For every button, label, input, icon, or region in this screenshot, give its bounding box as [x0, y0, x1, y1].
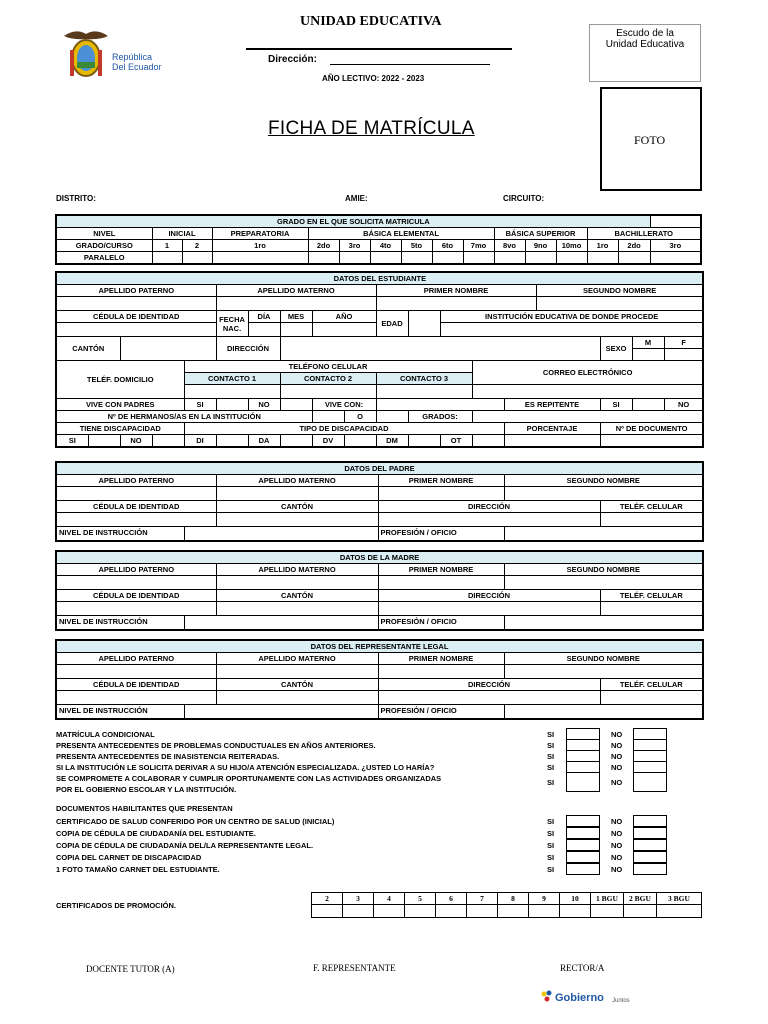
no-label: NO — [611, 829, 623, 838]
paralelo-cell[interactable] — [152, 252, 182, 265]
no-checkbox[interactable] — [633, 839, 667, 851]
madre-apellido-paterno-field[interactable] — [56, 576, 216, 590]
question-text: POR EL GOBIERNO ESCOLAR Y LA INSTITUCIÓN. — [56, 785, 237, 794]
primer-nombre-field[interactable] — [376, 297, 536, 311]
padre-primer-nombre-label: PRIMER NOMBRE — [378, 475, 504, 487]
rep-canton-label: CANTÓN — [216, 679, 378, 691]
discapacidad-label: TIENE DISCAPACIDAD — [56, 423, 184, 435]
promotion-cell[interactable] — [529, 905, 560, 918]
correo-field[interactable] — [472, 385, 703, 399]
document-item: CERTIFICADO DE SALUD CONFERIDO POR UN CENTRO DE SALUD (INICIAL) — [56, 817, 335, 826]
promotion-cell[interactable] — [560, 905, 591, 918]
rep-canton-field[interactable] — [216, 691, 378, 705]
madre-cedula-field[interactable] — [56, 602, 216, 616]
promotion-grade: 3 BGU — [657, 893, 702, 905]
distrito-label: DISTRITO: — [56, 194, 96, 203]
apellido-paterno-label: APELLIDO PATERNO — [56, 285, 216, 297]
apellido-paterno-field[interactable] — [56, 297, 216, 311]
rep-profesion-label: PROFESIÓN / OFICIO — [378, 705, 504, 719]
direccion-label: Dirección: — [268, 54, 317, 65]
tipo-discapacidad-label: TIPO DE DISCAPACIDAD — [184, 423, 504, 435]
signature-rector: RECTOR/A — [560, 963, 605, 973]
gobierno-text: Gobierno — [555, 992, 604, 1004]
level-basica-superior: BÁSICA SUPERIOR — [494, 228, 587, 240]
photo-box — [600, 87, 702, 191]
grade-cell[interactable]: 1ro — [212, 240, 308, 252]
paralelo-cell[interactable] — [182, 252, 212, 265]
si-label: SI — [547, 730, 555, 739]
grade-cell[interactable]: 3ro — [339, 240, 370, 252]
si-checkbox[interactable] — [566, 863, 600, 875]
ecuador-logo — [60, 26, 170, 82]
paralelo-cell[interactable] — [463, 252, 494, 265]
rep-nivel-label: NIVEL DE INSTRUCCIÓN — [56, 705, 184, 719]
paralelo-cell[interactable] — [370, 252, 401, 265]
promotion-grade: 2 — [312, 893, 343, 905]
madre-direccion-label: DIRECCIÓN — [378, 590, 600, 602]
level-preparatoria: PREPARATORIA — [212, 228, 308, 240]
paralelo-cell[interactable] — [212, 252, 308, 265]
gobierno-logo — [540, 989, 640, 1009]
o-field[interactable] — [376, 411, 408, 423]
padre-direccion-label: DIRECCIÓN — [378, 501, 600, 513]
direccion-field[interactable] — [280, 337, 600, 361]
no-label: NO — [611, 865, 623, 874]
padre-direccion-field[interactable] — [378, 513, 600, 527]
disc-si-field[interactable] — [88, 435, 120, 448]
vive-no-field[interactable] — [280, 399, 312, 411]
rep-celular-field[interactable] — [600, 691, 703, 705]
question-text: PRESENTA ANTECEDENTES DE PROBLEMAS CONDUCTUALES EN AÑOS ANTERIORES. — [56, 741, 376, 750]
promotion-cell[interactable] — [657, 905, 702, 918]
cedula-label: CÉDULA DE IDENTIDAD — [56, 311, 216, 323]
fecha-nac-label: FECHA NAC. — [216, 311, 248, 337]
nivel-label: NIVEL — [56, 228, 152, 240]
madre-profesion-field[interactable] — [504, 616, 703, 630]
padre-profesion-label: PROFESIÓN / OFICIO — [378, 527, 504, 541]
disc-si-label: SI — [56, 435, 88, 448]
vive-si-label: SI — [184, 399, 216, 411]
promotion-cell[interactable] — [374, 905, 405, 918]
padre-apellido-materno-label: APELLIDO MATERNO — [216, 475, 378, 487]
amie-label: AMIE: — [345, 194, 368, 203]
promotion-grade: 4 — [374, 893, 405, 905]
paralelo-cell[interactable] — [618, 252, 650, 265]
promotion-grade: 3 — [343, 893, 374, 905]
no-checkbox[interactable] — [633, 815, 667, 827]
grade-section-title: GRADO EN EL QUE SOLICITA MATRICULA — [56, 215, 650, 228]
padre-canton-field[interactable] — [216, 513, 378, 527]
grade-cell[interactable]: 2do — [618, 240, 650, 252]
contacto3-field[interactable] — [376, 385, 472, 399]
porcentaje-label: PORCENTAJE — [504, 423, 600, 435]
no-label: NO — [611, 817, 623, 826]
shield-box — [589, 24, 701, 82]
contacto3-label: CONTACTO 3 — [376, 373, 472, 385]
grade-cell[interactable]: 1ro — [587, 240, 618, 252]
paralelo-cell[interactable] — [432, 252, 463, 265]
mes-field[interactable] — [280, 323, 312, 337]
sexo-f-label: F — [664, 337, 703, 349]
si-checkbox[interactable] — [566, 827, 600, 839]
padre-table — [55, 461, 704, 542]
grade-cell[interactable]: 2do — [308, 240, 339, 252]
sexo-label: SEXO — [600, 337, 632, 361]
repitente-label: ES REPITENTE — [504, 399, 600, 411]
madre-canton-field[interactable] — [216, 602, 378, 616]
si-label: SI — [547, 741, 555, 750]
grade-cell[interactable]: 1 — [152, 240, 182, 252]
apellido-materno-label: APELLIDO MATERNO — [216, 285, 376, 297]
canton-field[interactable] — [120, 337, 216, 361]
rep-celular-label: TELÉF. CELULAR — [600, 679, 703, 691]
madre-direccion-field[interactable] — [378, 602, 600, 616]
canton-label: CANTÓN — [56, 337, 120, 361]
madre-apellido-materno-label: APELLIDO MATERNO — [216, 564, 378, 576]
vive-con-label: VIVE CON: — [312, 399, 376, 411]
question-text: MATRÍCULA CONDICIONAL — [56, 730, 155, 739]
padre-apellido-materno-field[interactable] — [216, 487, 378, 501]
question-text: PRESENTA ANTECEDENTES DE INASISTENCIA REITERADAS. — [56, 752, 280, 761]
repitente-no-label: NO — [664, 399, 703, 411]
padre-nivel-label: NIVEL DE INSTRUCCIÓN — [56, 527, 184, 541]
madre-table — [55, 550, 704, 631]
no-label: NO — [611, 741, 623, 750]
hermanos-label: Nº DE HERMANOS/AS EN LA INSTITUCIÓN — [56, 411, 312, 423]
question-text: SI LA INSTITUCIÓN LE SOLICITA DERIVAR A SU HIJO/A ATENCIÓN ESPECIALIZADA. ¿USTED LO HARÍA? — [56, 763, 435, 772]
promotion-cell[interactable] — [343, 905, 374, 918]
contacto2-label: CONTACTO 2 — [280, 373, 376, 385]
no-checkbox[interactable] — [633, 863, 667, 875]
no-label: NO — [611, 763, 623, 772]
grade-cell[interactable]: 3ro — [650, 240, 701, 252]
madre-celular-label: TELÉF. CELULAR — [600, 590, 703, 602]
promotion-grade: 7 — [467, 893, 498, 905]
madre-primer-nombre-field[interactable] — [378, 576, 504, 590]
madre-segundo-nombre-label: SEGUNDO NOMBRE — [504, 564, 703, 576]
disc-type-da: DA — [248, 435, 280, 448]
si-label: SI — [547, 853, 555, 862]
padre-segundo-nombre-field[interactable] — [504, 487, 703, 501]
padre-cedula-field[interactable] — [56, 513, 216, 527]
disc-dv-field[interactable] — [344, 435, 376, 448]
madre-primer-nombre-label: PRIMER NOMBRE — [378, 564, 504, 576]
paralelo-cell[interactable] — [339, 252, 370, 265]
porcentaje-field[interactable] — [504, 435, 600, 448]
si-label: SI — [547, 829, 555, 838]
grados-label: GRADOS: — [408, 411, 472, 423]
si-label: SI — [547, 865, 555, 874]
rep-apellido-paterno-field[interactable] — [56, 665, 216, 679]
grade-cell[interactable]: 4to — [370, 240, 401, 252]
grade-cell[interactable]: 10mo — [556, 240, 587, 252]
republic-line2: Del Ecuador — [112, 62, 162, 72]
telefono-celular-label: TELÉFONO CELULAR — [184, 361, 472, 373]
anio-field[interactable] — [312, 323, 376, 337]
repitente-si-label: SI — [600, 399, 632, 411]
promotion-cell[interactable] — [436, 905, 467, 918]
si-label: SI — [547, 841, 555, 850]
si-checkbox[interactable] — [566, 815, 600, 827]
padre-celular-label: TELÉF. CELULAR — [600, 501, 703, 513]
padre-celular-field[interactable] — [600, 513, 703, 527]
madre-segundo-nombre-field[interactable] — [504, 576, 703, 590]
si-checkbox[interactable] — [566, 851, 600, 863]
level-bachillerato: BACHILLERATO — [587, 228, 701, 240]
representante-table — [55, 639, 704, 720]
rep-segundo-nombre-label: SEGUNDO NOMBRE — [504, 653, 703, 665]
si-label: SI — [547, 778, 555, 787]
mes-label: MES — [280, 311, 312, 323]
primer-nombre-label: PRIMER NOMBRE — [376, 285, 536, 297]
question-text: SE COMPROMETE A COLABORAR Y CUMPLIR OPORTUNAMENTE CON LAS ACTIVIDADES ORGANIZADAS — [56, 774, 442, 783]
signature-tutor: DOCENTE TUTOR (A) — [86, 964, 175, 974]
rep-segundo-nombre-field[interactable] — [504, 665, 703, 679]
circuito-label: CIRCUITO: — [503, 194, 545, 203]
promotion-grade: 1 BGU — [591, 893, 624, 905]
vive-no-label: NO — [248, 399, 280, 411]
edad-field[interactable] — [408, 311, 440, 337]
vive-si-field[interactable] — [216, 399, 248, 411]
paralelo-label: PARALELO — [56, 252, 152, 265]
rep-direccion-field[interactable] — [378, 691, 600, 705]
rep-section-title: DATOS DEL REPRESENTANTE LEGAL — [56, 640, 703, 653]
no-label: NO — [611, 730, 623, 739]
rep-direccion-label: DIRECCIÓN — [378, 679, 600, 691]
paralelo-cell[interactable] — [650, 252, 701, 265]
photo-label: FOTO — [634, 133, 666, 147]
cedula-field[interactable] — [56, 323, 216, 337]
vive-con-field[interactable] — [376, 399, 504, 411]
contacto1-field[interactable] — [184, 385, 280, 399]
grade-cell[interactable]: 8vo — [494, 240, 525, 252]
madre-apellido-materno-field[interactable] — [216, 576, 378, 590]
promotion-label: CERTIFICADOS DE PROMOCIÓN. — [56, 901, 177, 910]
paralelo-cell[interactable] — [556, 252, 587, 265]
disc-type-ot: OT — [440, 435, 472, 448]
madre-cedula-label: CÉDULA DE IDENTIDAD — [56, 590, 216, 602]
madre-nivel-field[interactable] — [184, 616, 378, 630]
disc-no-field[interactable] — [152, 435, 184, 448]
sexo-m-label: M — [632, 337, 664, 349]
disc-no-label: NO — [120, 435, 152, 448]
vive-padres-label: VIVE CON PADRES — [56, 399, 184, 411]
si-label: SI — [547, 752, 555, 761]
promotion-table — [311, 892, 702, 918]
si-label: SI — [547, 817, 555, 826]
rep-primer-nombre-label: PRIMER NOMBRE — [378, 653, 504, 665]
republic-line1: República — [112, 52, 153, 62]
document-item: COPIA DE CÉDULA DE CIUDADANÍA DEL/LA REPRESENTANTE LEGAL. — [56, 841, 314, 850]
segundo-nombre-label: SEGUNDO NOMBRE — [536, 285, 703, 297]
coat-of-arms-icon — [60, 26, 112, 82]
grade-cell[interactable]: 9no — [525, 240, 556, 252]
madre-profesion-label: PROFESIÓN / OFICIO — [378, 616, 504, 630]
document-item: COPIA DEL CARNET DE DISCAPACIDAD — [56, 853, 202, 862]
padre-nivel-field[interactable] — [184, 527, 378, 541]
rep-primer-nombre-field[interactable] — [378, 665, 504, 679]
repitente-si-field[interactable] — [632, 399, 664, 411]
grado-curso-label: GRADO/CURSO — [56, 240, 152, 252]
promotion-grade: 5 — [405, 893, 436, 905]
disc-ot-field[interactable] — [472, 435, 504, 448]
promotion-cell[interactable] — [498, 905, 529, 918]
institucion-label: INSTITUCIÓN EDUCATIVA DE DONDE PROCEDE — [440, 311, 703, 323]
madre-section-title: DATOS DE LA MADRE — [56, 551, 703, 564]
no-checkbox[interactable] — [633, 851, 667, 863]
no-checkbox[interactable] — [633, 772, 667, 792]
promotion-grade: 10 — [560, 893, 591, 905]
correo-label: CORREO ELECTRÓNICO — [472, 361, 703, 385]
padre-canton-label: CANTÓN — [216, 501, 378, 513]
rep-nivel-field[interactable] — [184, 705, 378, 719]
grados-field[interactable] — [472, 411, 703, 423]
dia-label: DÍA — [248, 311, 280, 323]
document-item: COPIA DE CÉDULA DE CIUDADANÍA DEL ESTUDIANTE. — [56, 829, 256, 838]
si-label: SI — [547, 763, 555, 772]
student-section-title: DATOS DEL ESTUDIANTE — [56, 272, 703, 285]
direccion-label-student: DIRECCIÓN — [216, 337, 280, 361]
document-item: 1 FOTO TAMAÑO CARNET DEL ESTUDIANTE. — [56, 865, 220, 874]
disc-dm-field[interactable] — [408, 435, 440, 448]
form-title: FICHA DE MATRÍCULA — [268, 118, 475, 139]
madre-nivel-label: NIVEL DE INSTRUCCIÓN — [56, 616, 184, 630]
padre-section-title: DATOS DEL PADRE — [56, 462, 703, 475]
si-checkbox[interactable] — [566, 772, 600, 792]
promotion-grade: 6 — [436, 893, 467, 905]
edad-label: EDAD — [376, 311, 408, 337]
no-checkbox[interactable] — [633, 827, 667, 839]
promotion-cell[interactable] — [467, 905, 498, 918]
shield-box-label: Escudo de la Unidad Educativa — [605, 28, 685, 50]
no-label: NO — [611, 778, 623, 787]
rep-cedula-field[interactable] — [56, 691, 216, 705]
paralelo-cell[interactable] — [308, 252, 339, 265]
padre-profesion-field[interactable] — [504, 527, 703, 541]
sexo-m-field[interactable] — [632, 349, 664, 361]
paralelo-cell[interactable] — [401, 252, 432, 265]
padre-primer-nombre-field[interactable] — [378, 487, 504, 501]
grade-cell[interactable]: 5to — [401, 240, 432, 252]
school-year: AÑO LECTIVO: 2022 - 2023 — [322, 74, 425, 83]
telef-domicilio-label: TELÉF. DOMICILIO — [56, 361, 184, 399]
hermanos-field[interactable] — [312, 411, 344, 423]
o-label: O — [344, 411, 376, 423]
student-table — [55, 271, 704, 448]
no-label: NO — [611, 752, 623, 761]
num-documento-label: Nº DE DOCUMENTO — [600, 423, 703, 435]
rep-profesion-field[interactable] — [504, 705, 703, 719]
padre-segundo-nombre-label: SEGUNDO NOMBRE — [504, 475, 703, 487]
si-checkbox[interactable] — [566, 839, 600, 851]
rep-apellido-materno-label: APELLIDO MATERNO — [216, 653, 378, 665]
paralelo-cell[interactable] — [494, 252, 525, 265]
padre-apellido-paterno-label: APELLIDO PATERNO — [56, 475, 216, 487]
promotion-grade: 8 — [498, 893, 529, 905]
promotion-cell[interactable] — [591, 905, 624, 918]
no-label: NO — [611, 853, 623, 862]
promotion-cell[interactable] — [624, 905, 657, 918]
paralelo-cell[interactable] — [587, 252, 618, 265]
disc-type-di: DI — [184, 435, 216, 448]
disc-da-field[interactable] — [280, 435, 312, 448]
level-inicial: INICIAL — [152, 228, 212, 240]
contacto1-label: CONTACTO 1 — [184, 373, 280, 385]
rep-apellido-materno-field[interactable] — [216, 665, 378, 679]
grade-cell[interactable]: 6to — [432, 240, 463, 252]
level-basica-elemental: BÁSICA ELEMENTAL — [308, 228, 494, 240]
gobierno-star-icon — [540, 989, 554, 1003]
no-label: NO — [611, 841, 623, 850]
disc-type-dv: DV — [312, 435, 344, 448]
paralelo-cell[interactable] — [525, 252, 556, 265]
promotion-grade: 9 — [529, 893, 560, 905]
promotion-grade: 2 BGU — [624, 893, 657, 905]
promotion-cell[interactable] — [405, 905, 436, 918]
anio-label: AÑO — [312, 311, 376, 323]
rep-apellido-paterno-label: APELLIDO PATERNO — [56, 653, 216, 665]
disc-type-dm: DM — [376, 435, 408, 448]
apellido-materno-field[interactable] — [216, 297, 376, 311]
institution-title: UNIDAD EDUCATIVA — [300, 14, 442, 29]
sexo-f-field[interactable] — [664, 349, 703, 361]
padre-apellido-paterno-field[interactable] — [56, 487, 216, 501]
madre-canton-label: CANTÓN — [216, 590, 378, 602]
institucion-field[interactable] — [440, 323, 703, 337]
segundo-nombre-field[interactable] — [536, 297, 703, 311]
direccion-line — [330, 64, 490, 65]
disc-di-field[interactable] — [216, 435, 248, 448]
madre-apellido-paterno-label: APELLIDO PATERNO — [56, 564, 216, 576]
signature-representante: F. REPRESENTANTE — [313, 963, 396, 973]
num-documento-field[interactable] — [600, 435, 703, 448]
grade-cell[interactable]: 7mo — [463, 240, 494, 252]
documents-title: DOCUMENTOS HABILITANTES QUE PRESENTAN — [56, 804, 233, 813]
contacto2-field[interactable] — [280, 385, 376, 399]
promotion-cell[interactable] — [312, 905, 343, 918]
grade-table — [55, 214, 702, 265]
title-underline — [246, 48, 512, 50]
rep-cedula-label: CÉDULA DE IDENTIDAD — [56, 679, 216, 691]
dia-field[interactable] — [248, 323, 280, 337]
grade-cell[interactable]: 2 — [182, 240, 212, 252]
madre-celular-field[interactable] — [600, 602, 703, 616]
juntos-text: Juntos — [612, 998, 630, 1004]
padre-cedula-label: CÉDULA DE IDENTIDAD — [56, 501, 216, 513]
